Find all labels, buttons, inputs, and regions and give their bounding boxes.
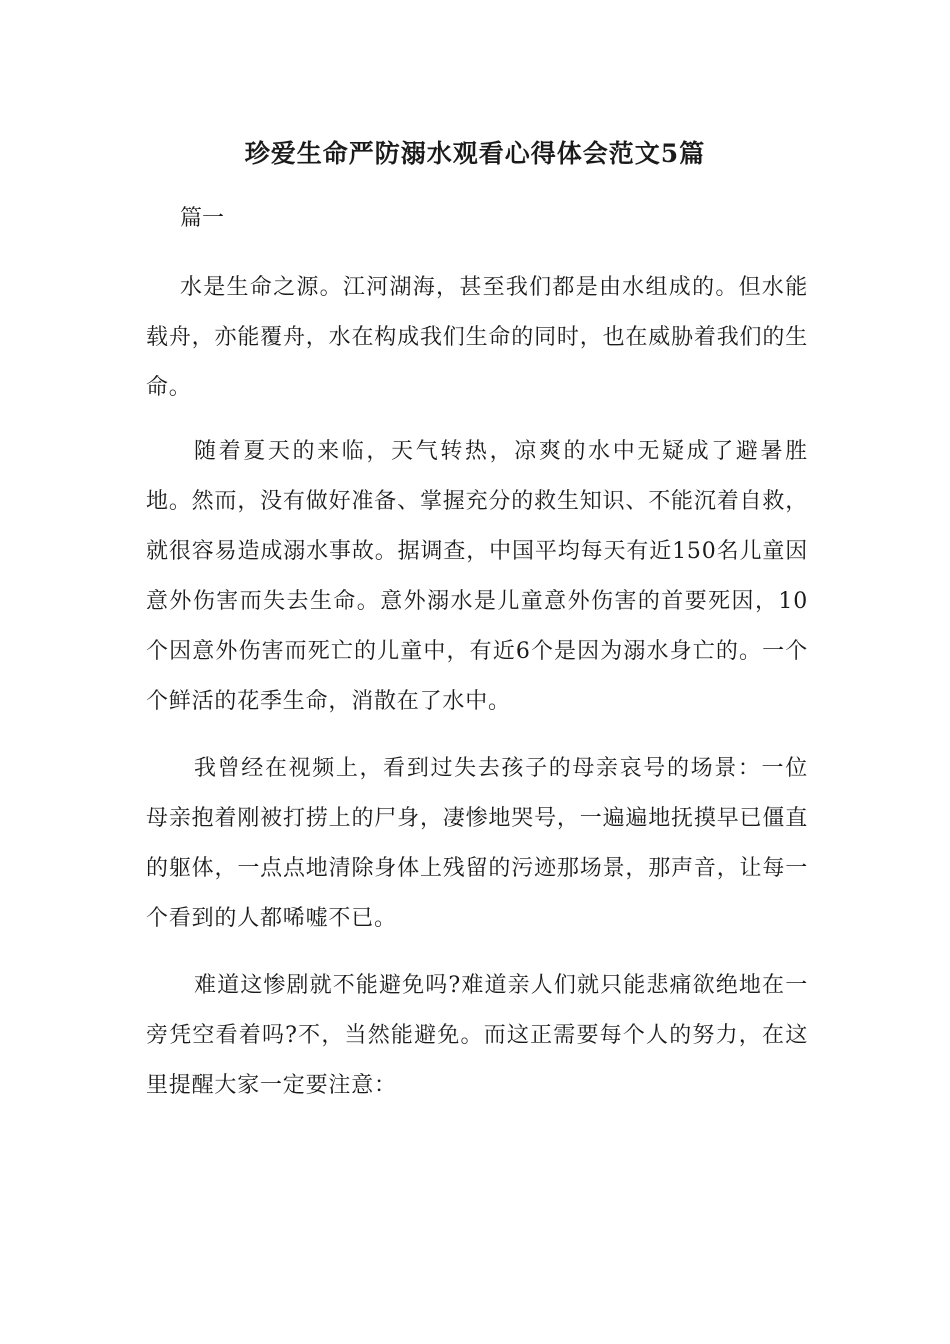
paragraph-4: 难道这惨剧就不能避免吗?难道亲人们就只能悲痛欲绝地在一旁凭空看着吗?不，当然能避免。而这正需要每个人的努力，在这里提醒大家一定要注意：: [146, 973, 808, 1098]
section-label: 篇一: [180, 206, 225, 231]
paragraph-2: 随着夏天的来临，天气转热，凉爽的水中无疑成了避暑胜地。然而，没有做好准备、掌握充分的救生知识、不能沉着自救，就很容易造成溺水事故。据调查，中国平均每天有近150名儿童因意外伤害而失去生命。意外溺水是儿童意外伤害的首要死因，10个因意外伤害而死亡的儿童中，有近6个是因为溺水身亡的。一个个鲜活的花季生命，消散在了水中。: [146, 439, 808, 714]
paragraph-3: 我曾经在视频上，看到过失去孩子的母亲哀号的场景：一位母亲抱着刚被打捞上的尸身，凄惨地哭号，一遍遍地抚摸早已僵直的躯体，一点点地清除身体上残留的污迹那场景，那声音，让每一个看到的人都唏嘘不已。: [146, 756, 808, 931]
paragraph-1: 水是生命之源。江河湖海，甚至我们都是由水组成的。但水能载舟，亦能覆舟，水在构成我们生命的同时，也在威胁着我们的生命。: [146, 275, 808, 400]
document-title: 珍爱生命严防溺水观看心得体会范文5篇: [244, 139, 706, 168]
